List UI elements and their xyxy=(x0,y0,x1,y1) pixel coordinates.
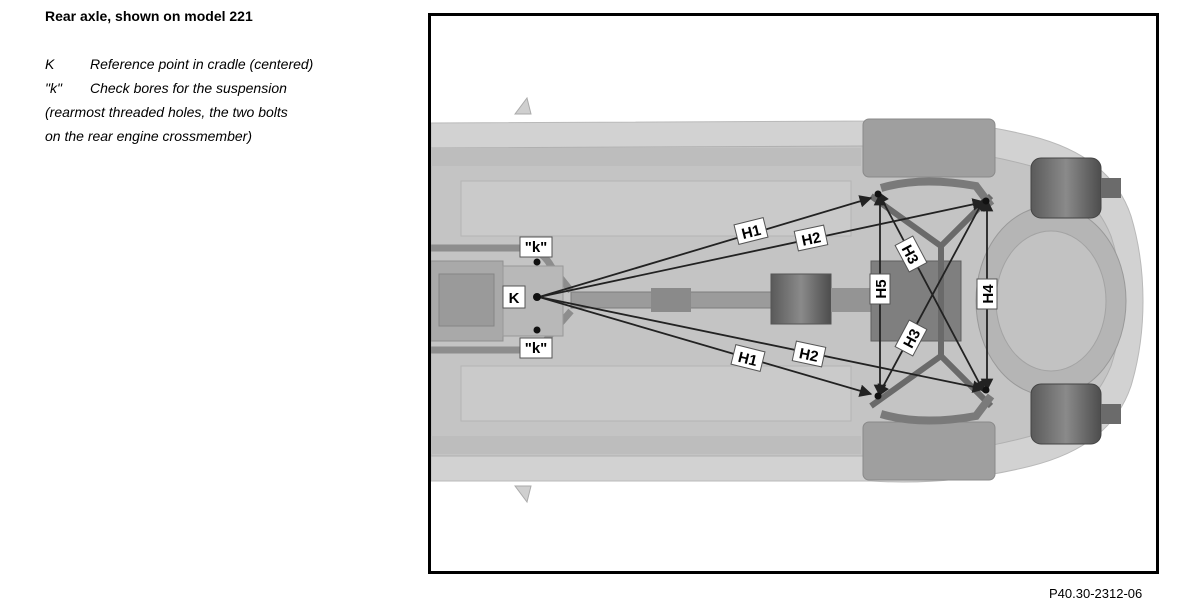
undercarriage-diagram xyxy=(431,16,1156,571)
label-h1-upper: H1 xyxy=(739,221,763,244)
legend-text: Reference point in cradle (centered) xyxy=(90,56,314,72)
legend-continuation: on the rear engine crossmember) xyxy=(45,128,252,144)
measure-point-rear-left xyxy=(983,198,990,205)
label-k-lower: "k" xyxy=(524,340,548,357)
label-h1-lower: H1 xyxy=(736,348,760,371)
measure-point-rear-right xyxy=(983,387,990,394)
legend xyxy=(45,52,313,148)
check-bore-lower xyxy=(534,327,541,334)
label-h5: H5 xyxy=(873,279,890,299)
label-h2-lower: H2 xyxy=(797,345,820,366)
legend-key: K xyxy=(45,56,55,72)
measure-point-front-left xyxy=(875,191,882,198)
check-bore-upper xyxy=(534,259,541,266)
legend-key: "k" xyxy=(45,80,62,96)
label-h3-upper: H3 xyxy=(897,242,922,268)
page-title: Rear axle, shown on model 221 xyxy=(45,8,253,24)
legend-item-k-reference xyxy=(45,52,313,76)
label-h2-upper: H2 xyxy=(800,229,823,250)
spare-wheel-well xyxy=(976,206,1126,396)
transmission xyxy=(431,261,503,341)
undercarriage-figure xyxy=(428,13,1159,574)
legend-item-k-check-bores xyxy=(45,76,313,100)
legend-continuation: (rearmost threaded holes, the two bolts xyxy=(45,104,288,120)
legend-text: Check bores for the suspension xyxy=(90,80,287,96)
reference-point-k xyxy=(533,293,541,301)
label-h4: H4 xyxy=(980,284,997,304)
figure-reference: P40.30-2312-06 xyxy=(1049,586,1143,601)
measure-point-front-right xyxy=(875,393,882,400)
label-k: K xyxy=(508,290,520,307)
label-h3-lower: H3 xyxy=(900,326,925,352)
label-k-upper: "k" xyxy=(524,239,548,256)
